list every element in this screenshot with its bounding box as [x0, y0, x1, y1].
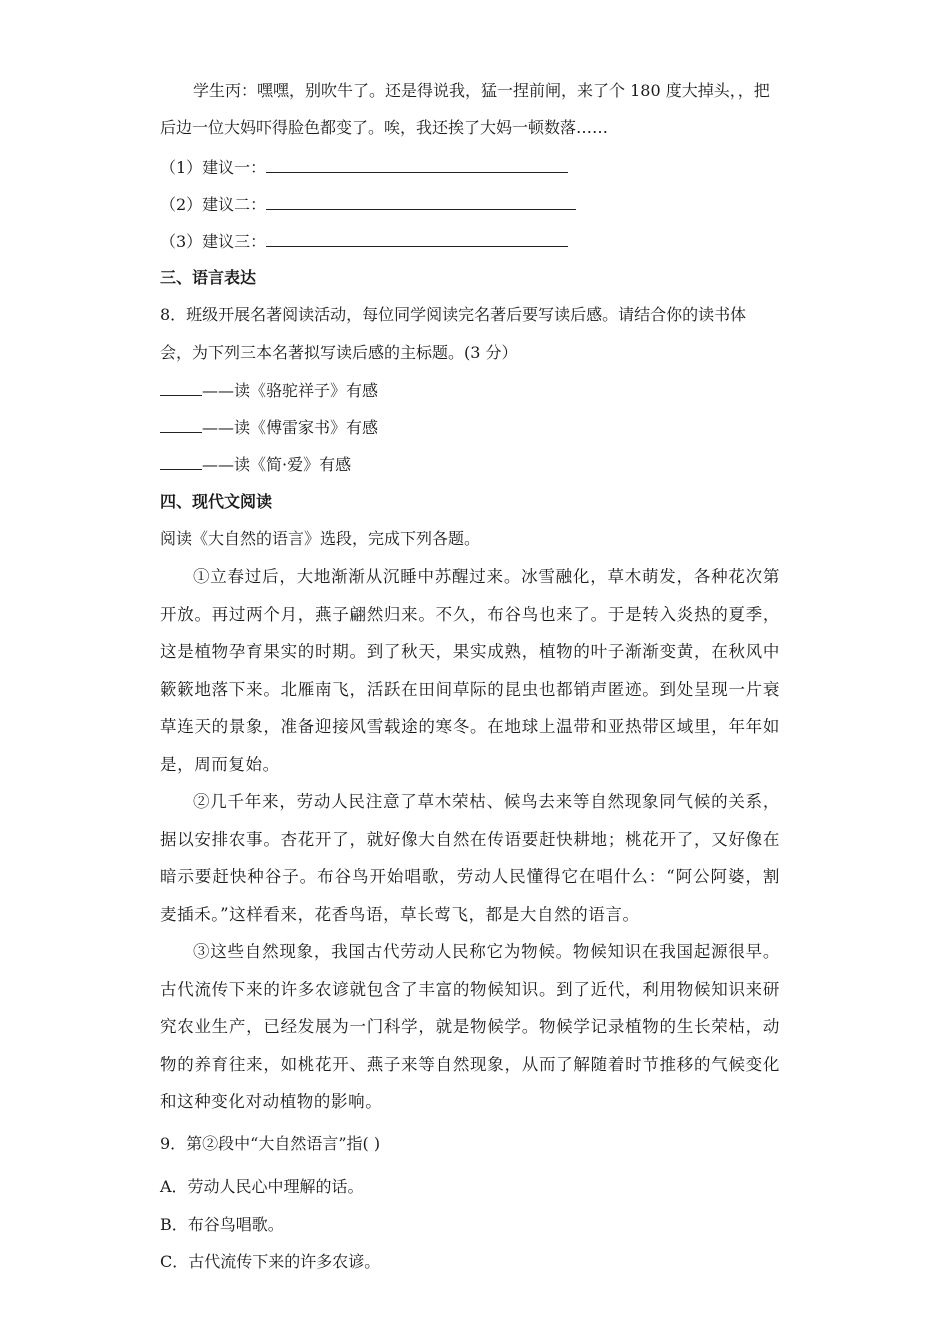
suggestion-label: （3）建议三：: [160, 232, 267, 251]
question-8-line-1: 8．班级开展名著阅读活动，每位同学阅读完名著后要写读后感。请结合你的读书体: [160, 305, 747, 324]
title-item-1: [160, 380, 378, 401]
title-text: ——读《傅雷家书》有感: [202, 418, 379, 437]
passage-paragraph-3: ③这些自然现象，我国古代劳动人民称它为物候。物候知识在我国起源很早。古代流传下来的许多农谚就包含了丰富的物候知识。到了近代，利用物候知识来研究农业生产，已经发展为一门科学，就是物候学。物候学记录植物的生长荣枯，动物的养育往来，如桃花开、燕子来等自然现象，从而了解随着时节推移的气候变化和这种变化对动植物的影响。: [160, 942, 780, 1111]
section-3-heading: 三、语言表达: [160, 268, 257, 287]
title-item-3: [160, 454, 351, 475]
reading-intro: 阅读《大自然的语言》选段，完成下列各题。: [160, 529, 481, 548]
reading-passage: [160, 558, 780, 1121]
suggestion-label: （1）建议一：: [160, 158, 267, 177]
title-blank[interactable]: [160, 380, 202, 396]
title-blank[interactable]: [160, 417, 202, 433]
question-9-option-a[interactable]: A．劳动人民心中理解的话。: [160, 1177, 364, 1196]
section-4-heading: 四、现代文阅读: [160, 492, 273, 511]
dialogue-line-1: 学生丙：嘿嘿，别吹牛了。还是得说我，猛一捏前闸，来了个 180 度大掉头，，把: [193, 81, 770, 100]
title-item-2: [160, 417, 378, 438]
suggestion-label: （2）建议二：: [160, 195, 267, 214]
question-8-line-2: 会，为下列三本名著拟写读后感的主标题。(3 分）: [160, 343, 518, 362]
title-text: ——读《简·爱》有感: [202, 455, 352, 474]
passage-paragraph-1: ①立春过后，大地渐渐从沉睡中苏醒过来。冰雪融化，草木萌发，各种花次第开放。再过两个月，燕子翩然归来。不久，布谷鸟也来了。于是转入炎热的夏季，这是植物孕育果实的时期。到了秋天，果实成熟，植物的叶子渐渐变黄，在秋风中簌簌地落下来。北雁南飞，活跃在田间草际的昆虫也都销声匿迹。到处呈现一片衰草连天的景象，准备迎接风雪载途的寒冬。在地球上温带和亚热带区域里，年年如是，周而复始。: [160, 567, 780, 774]
title-text: ——读《骆驼祥子》有感: [202, 381, 379, 400]
passage-paragraph-2: ②几千年来，劳动人民注意了草木荣枯、候鸟去来等自然现象同气候的关系，据以安排农事。杏花开了，就好像大自然在传语要赶快耕地；桃花开了，又好像在暗示要赶快种谷子。布谷鸟开始唱歌，劳动人民懂得它在唱什么：“阿公阿婆，割麦插禾。”这样看来，花香鸟语，草长莺飞，都是大自然的语言。: [160, 792, 780, 924]
question-9-option-c[interactable]: C．古代流传下来的许多农谚。: [160, 1252, 381, 1271]
suggestion-3: [160, 231, 568, 252]
answer-blank[interactable]: [266, 231, 568, 247]
title-blank[interactable]: [160, 454, 202, 470]
dialogue-line-2: 后边一位大妈吓得脸色都变了。唉，我还挨了大妈一顿数落……: [160, 118, 609, 137]
question-9-option-b[interactable]: B．布谷鸟唱歌。: [160, 1215, 284, 1234]
question-9-stem: 9．第②段中“大自然语言”指( ): [160, 1134, 381, 1153]
answer-blank[interactable]: [266, 194, 576, 210]
answer-blank[interactable]: [266, 157, 568, 173]
suggestion-1: [160, 157, 568, 178]
suggestion-2: [160, 194, 576, 215]
